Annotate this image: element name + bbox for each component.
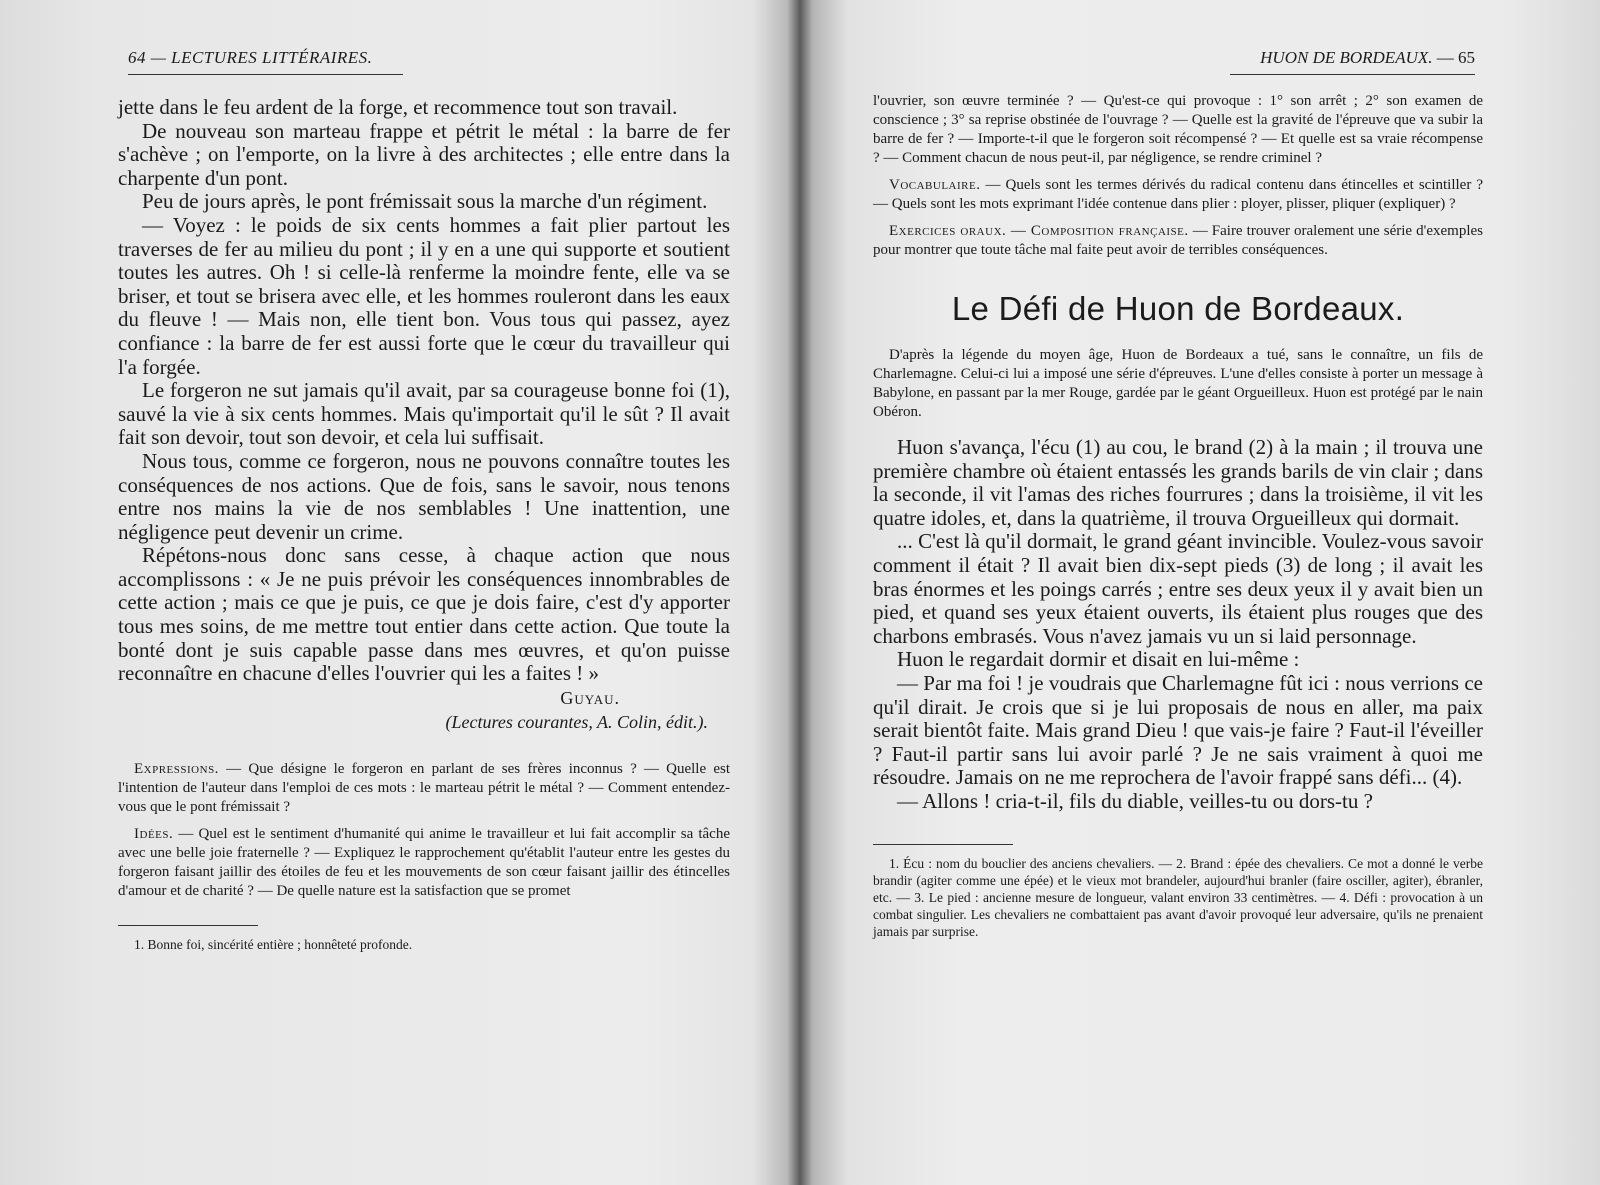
left-paragraph-4: — Voyez : le poids de six cents hommes a fait plier partout les traverses de fer au milieu du pont ; il y en a une qui supporte et soutient toutes les autres. Oh ! si celle-là renferme la moindre fente, elle va se briser, et tout se brisera avec elle, et les hommes rouleront dans les eaux du fleuve ! — Mais non, elle tient bon. Vous tous qui passez, ayez confiance : la barre de fer est aussi forte que le cœur du travailleur qui l'a forgée. (118, 212, 730, 379)
right-head-rule (1230, 74, 1475, 75)
left-paragraph-5: Le forgeron ne sut jamais qu'il avait, par sa courageuse bonne foi (1), sauvé la vie à six cents hommes. Mais qu'importait qu'il le sût ? Il avait fait son devoir, tout son devoir, et cela lui suffisait. (118, 378, 730, 450)
left-paragraph-6: Nous tous, comme ce forgeron, nous ne pouvons connaître toutes les conséquences de nos actions. Que de fois, sans le savoir, nous tenons entre nos mains la vie de nos semblables ! Une inattention, une négligence peut devenir un crime. (118, 448, 730, 544)
footnote-rule (118, 925, 258, 926)
right-page-number: — 65 (1436, 48, 1475, 67)
expressions-questions (118, 760, 730, 817)
right-body (873, 92, 1483, 940)
right-footnote: 1. Écu : nom du bouclier des anciens chevaliers. — 2. Brand : épée des chevaliers. Ce mot a donné le verbe brandir (agiter comme une épée) et le vieux mot brandeler, aujourd'hui branler (faire osciller, agiter), ébranler, etc. — 3. Le pied : ancienne mesure de longueur, valant environ 33 centimètres. — 4. Défi : provocation à un combat singulier. Les chevaliers ne combattaient pas avant d'avoir provoqué leur adversaire, qu'ils ne prenaient jamais par surprise. (873, 855, 1483, 939)
right-page (800, 0, 1600, 1185)
exercices-text: — Faire trouver oralement une série d'exemples pour montrer que toute tâche mal faite peut avoir de terribles conséquences. (873, 223, 1483, 258)
right-paragraph-1: Huon s'avança, l'écu (1) au cou, le brand (2) à la main ; il trouva une première chambre où étaient entassés les grands barils de vin clair ; dans la seconde, il vit l'amas des riches fourrures ; dans la troisième, il vit les quatre idoles, et, dans la quatrième, il trouva Orgueilleux qui dormait. (873, 435, 1483, 530)
left-running-head: 64 — LECTURES LITTÉRAIRES. (128, 48, 403, 75)
right-running-head-title: HUON DE BORDEAUX. (1260, 48, 1433, 67)
idees-questions (118, 825, 730, 901)
expressions-text: — Que désigne le forgeron en parlant de ses frères inconnus ? — Quelle est l'intention de l'auteur dans l'emploi de ces mots : le marteau pétrit le métal ? — Comment entendez-vous que le pont frémissait ? (118, 760, 730, 815)
signature (118, 686, 730, 734)
right-paragraph-5: — Allons ! cria-t-il, fils du diable, veilles-tu ou dors-tu ? (897, 788, 1373, 813)
vocabulaire-questions (873, 176, 1483, 214)
right-paragraph-2: ... C'est là qu'il dormait, le grand géant invincible. Voulez-vous savoir comment il était ? Il avait bien dix-sept pieds (3) de long ; il avait les bras énormes et les poings carrés ; entre ses deux yeux il y avait bien un pied, et quand ses yeux étaient ouverts, ils étaient plus rouges que des charbons embrasés. Vous n'avez jamais vu un si laid personnage. (873, 529, 1483, 648)
exercices-questions (873, 222, 1483, 260)
chapter-intro: D'après la légende du moyen âge, Huon de Bordeaux a tué, sans le connaître, un fils de Charlemagne. Celui-ci lui a imposé une série d'épreuves. L'une d'elles consiste à porter un message à Babylone, en passant par la mer Rouge, gardée par le géant Orgueilleux. Huon est protégé par le nain Obéron. (873, 347, 1483, 420)
left-body (118, 96, 730, 953)
vocabulaire-text: — Quels sont les termes dérivés du radical contenu dans étincelles et scintiller ? — Quels sont les mots exprimant l'idée contenue dans plier : ployer, plisser, pliquer (expliquer) ? (873, 177, 1483, 212)
left-paragraph-3: Peu de jours après, le pont frémissait sous la marche d'un régiment. (142, 189, 708, 214)
signature-source: (Lectures courantes, A. Colin, édit.). (445, 711, 708, 732)
right-paragraph-4: — Par ma foi ! je voudrais que Charlemagne fût ici : nous verrions ce qu'il dirait. Je crois que si je lui proposais de nous en aller, ma paix serait bientôt faite. Mais grand Dieu ! que vais-je faire ? Faut-il l'éveiller ? Faut-il partir sans lui avoir parlé ? Je ne sais vraiment à quoi me résoudre. Jamais on ne me reprochera de l'avoir frappé sans défi... (4). (873, 670, 1483, 790)
chapter-title: Le Défi de Huon de Bordeaux. (951, 290, 1405, 327)
expressions-label: Expressions. (134, 760, 219, 777)
idees-label: Idées. (134, 825, 174, 842)
left-paragraph-7: Répétons-nous donc sans cesse, à chaque action que nous accomplissons : « Je ne puis prévoir les conséquences innombrables de cette action ; mais ce que je puis, ce que je dois faire, c'est d'y apporter tous mes soins, de me mettre tout entier dans cette action. Que toute la bonté dont je suis capable passe dans mes œuvres, et qu'on puisse reconnaître en chacune d'elles l'ouvrier qui les a faites ! » (118, 543, 730, 686)
left-paragraph-1: jette dans le feu ardent de la forge, et recommence tout son travail. (118, 95, 678, 119)
left-footnote: 1. Bonne foi, sincérité entière ; honnêteté profonde. (134, 936, 413, 952)
vocabulaire-label: Vocabulaire. (889, 177, 981, 193)
right-paragraph-3: Huon le regardait dormir et disait en lui-même : (897, 647, 1300, 672)
right-running-head (1230, 48, 1475, 68)
left-paragraph-2: De nouveau son marteau frappe et pétrit le métal : la barre de fer s'achève ; on l'emporte, on la livre à des architectes ; elle entre dans la charpente d'un pont. (118, 118, 730, 190)
idees-text: — Quel est le sentiment d'humanité qui anime le travailleur et lui fait accomplir sa tâche avec une belle joie fraternelle ? — Expliquez le rapprochement qu'établit l'auteur entre les gestes du forgeron faisant jaillir des étoiles de feu et les mouvements de son cœur faisant jaillir des étincelles d'amour et de charité ? — De quelle nature est la satisfaction que se promet (118, 825, 730, 899)
signature-author: Guyau. (560, 687, 620, 708)
exercices-label: Exercices oraux. — Composition française. (889, 223, 1189, 239)
continued-questions: l'ouvrier, son œuvre terminée ? — Qu'est-ce qui provoque : 1° son arrêt ; 2° son examen de conscience ; 3° sa reprise obstinée de l'ouvrage ? — Quelle est la gravité de l'épreuve que va subir la barre de fer ? — Importe-t-il que le forgeron soit récompensé ? — Et quelle est sa vraie récompense ? — Comment chacun de nous peut-il, par négligence, se rendre criminel ? (873, 93, 1483, 166)
right-footnote-rule (873, 844, 1013, 845)
